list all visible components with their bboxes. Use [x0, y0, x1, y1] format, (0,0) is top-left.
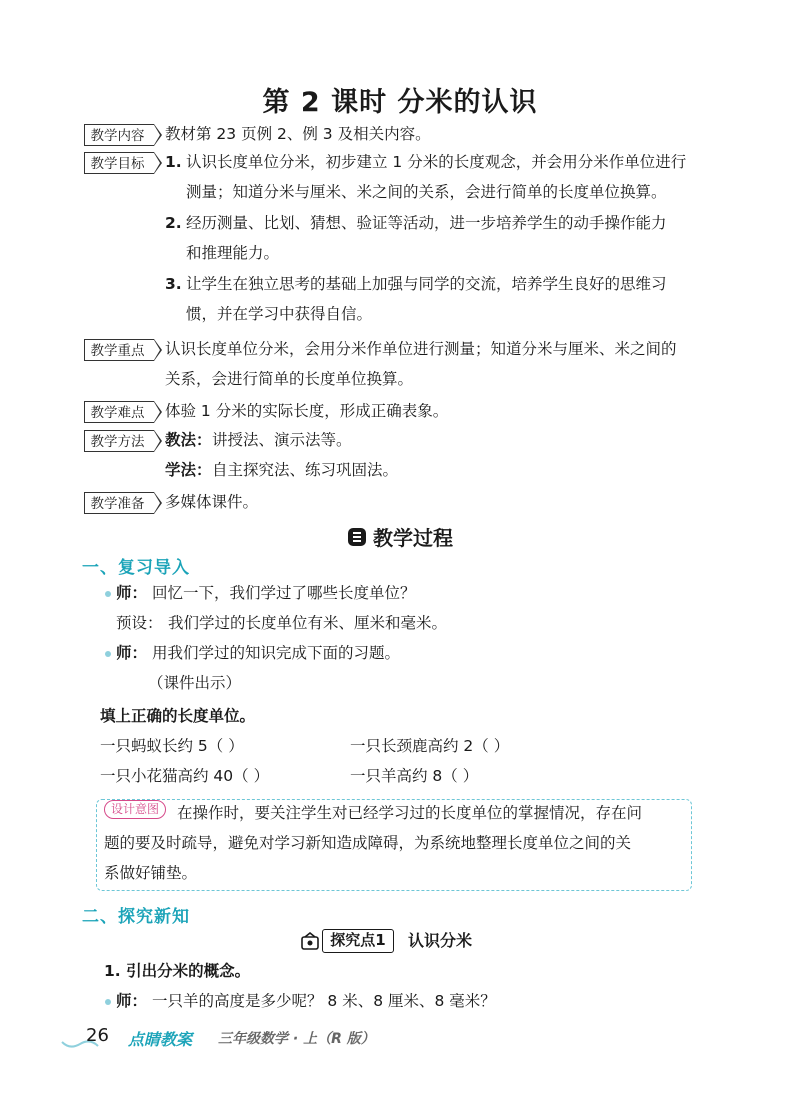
lesson-title: 第 2 课时 分米的认识: [262, 87, 538, 118]
bullet-icon: [105, 591, 111, 597]
process-heading: [0, 522, 800, 552]
teacher-text-2: 用我们学过的知识完成下面的习题。: [152, 644, 401, 662]
step-1: 1. 引出分米的概念。: [104, 962, 251, 980]
section1-heading: 一、复习导入: [82, 558, 190, 578]
section2-heading: 二、探究新知: [82, 907, 190, 927]
learn-text: 自主探究法、练习巩固法。: [212, 461, 399, 479]
diff-text: 体验 1 分米的实际长度，形成正确表象。: [165, 402, 449, 420]
preset-text: 我们学过的长度单位有米、厘米和毫米。: [168, 614, 448, 632]
prep-text: 多媒体课件。: [165, 493, 259, 511]
goal-2-line1: 经历测量、比划、猜想、验证等活动，进一步培养学生的动手操作能力: [186, 214, 667, 232]
key-line1: 认识长度单位分米，会用分米作单位进行测量；知道分米与厘米、米之间的: [165, 340, 677, 358]
content-text: 教材第 23 页例 2、例 3 及相关内容。: [165, 125, 431, 143]
exercise-item-1: 一只蚂蚁长约 5（ ）: [100, 737, 244, 755]
footer-book: 三年级数学 · 上（R 版）: [218, 1031, 375, 1047]
teacher-text-1: 回忆一下，我们学过了哪些长度单位？: [152, 584, 416, 602]
method-tag: 教学方法: [84, 430, 154, 452]
content-tag: 教学内容: [84, 124, 154, 146]
teacher-label-1: 师：: [116, 584, 148, 602]
bullet-icon: [105, 999, 111, 1005]
teach-label: 教法：: [165, 431, 212, 449]
design-line-1: 在操作时，要关注学生对已经学习过的长度单位的掌握情况，存在问: [177, 804, 643, 822]
process-icon: [347, 527, 367, 552]
goal-3-num: 3.: [165, 275, 182, 293]
page-number: 26: [86, 1025, 109, 1046]
goal-2-num: 2.: [165, 214, 182, 232]
teach-text: 讲授法、演示法等。: [212, 431, 352, 449]
explore-label: 探究点1: [322, 929, 394, 953]
key-tag: 教学重点: [84, 339, 154, 361]
diff-tag: 教学难点: [84, 401, 154, 423]
footer-logo: 点睛教案: [128, 1030, 193, 1049]
prep-tag: 教学准备: [84, 492, 154, 514]
preset-label: 预设：: [116, 614, 163, 632]
exercise-item-2: 一只长颈鹿高约 2（ ）: [350, 737, 510, 755]
courseware-note: （课件出示）: [148, 674, 242, 692]
goal-1-line1: 认识长度单位分米，初步建立 1 分米的长度观念，并会用分米作单位进行: [186, 153, 687, 171]
learn-label: 学法：: [165, 461, 212, 479]
teacher-label-2: 师：: [116, 644, 148, 662]
design-line-2: 题的要及时疏导，避免对学习新知造成障碍，为系统地整理长度单位之间的关: [104, 834, 632, 852]
goal-1-line2: 测量；知道分米与厘米、米之间的关系，会进行简单的长度单位换算。: [186, 183, 667, 201]
exercise-item-3: 一只小花猫高约 40（ ）: [100, 767, 270, 785]
key-line2: 关系，会进行简单的长度单位换算。: [165, 370, 414, 388]
exercise-item-4: 一只羊高约 8（ ）: [350, 767, 479, 785]
goal-2-line2: 和推理能力。: [186, 244, 280, 262]
design-intent-tag: 设计意图: [104, 800, 166, 819]
goal-1-num: 1.: [165, 153, 182, 171]
explore-title: 认识分米: [408, 931, 473, 950]
design-line-3: 系做好铺垫。: [104, 864, 198, 882]
goal-tag: 教学目标: [84, 152, 154, 174]
explore-icon: [300, 932, 320, 956]
teacher-text-3: 一只羊的高度是多少呢？ 8 米、8 厘米、8 毫米？: [152, 992, 496, 1010]
goal-3-line1: 让学生在独立思考的基础上加强与同学的交流，培养学生良好的思维习: [186, 275, 667, 293]
process-title: 教学过程: [373, 526, 453, 550]
exercise-title: 填上正确的长度单位。: [100, 707, 256, 725]
goal-3-line2: 惯，并在学习中获得自信。: [186, 305, 373, 323]
bullet-icon: [105, 651, 111, 657]
teacher-label-3: 师：: [116, 992, 148, 1010]
